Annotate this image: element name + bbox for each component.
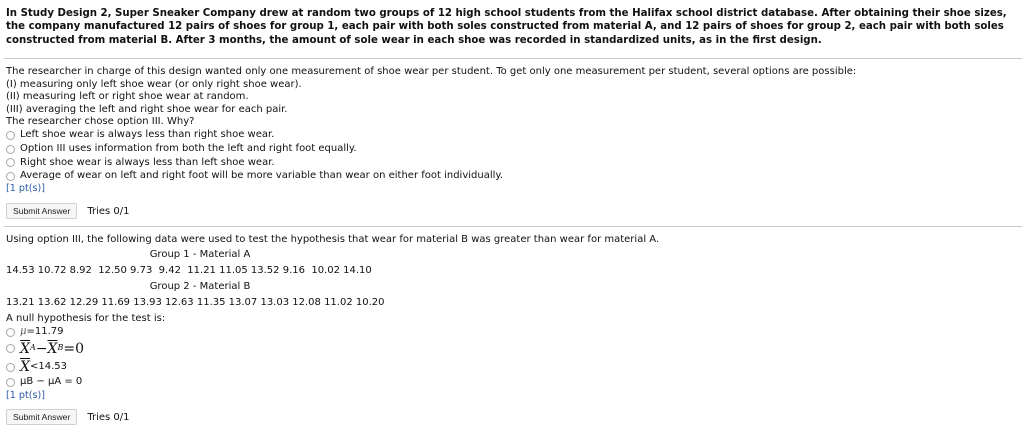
question-2 (6, 234, 1018, 402)
submit-answer-button[interactable]: Submit Answer (6, 203, 77, 219)
divider (4, 58, 1022, 59)
radio-button[interactable] (6, 172, 15, 181)
radio-button[interactable] (6, 378, 15, 387)
group-1-data: 14.53 10.72 8.92 12.50 9.73 9.42 11.21 11.05 13.52 9.16 10.02 14.10 (6, 265, 372, 276)
group-2-data: 13.21 13.62 12.29 11.69 13.93 12.63 11.35 13.07 13.03 12.08 11.02 10.20 (6, 297, 385, 308)
answer-option-label: Left shoe wear is always less than right shoe wear. (20, 129, 275, 141)
answer-option-2[interactable] (6, 143, 1018, 157)
radio-button[interactable] (6, 145, 15, 154)
radio-button[interactable] (6, 131, 15, 140)
minus-sign: − (35, 340, 48, 357)
divider (4, 226, 1022, 227)
submit-answer-button[interactable]: Submit Answer (6, 409, 77, 425)
hypothesis-option-2[interactable] (6, 339, 1018, 359)
hypothesis-option-text: μB − μA = 0 (20, 376, 83, 388)
answer-option-label: Option III uses information from both the left and right foot equally. (20, 143, 357, 155)
hypothesis-option-text: =0 (63, 340, 84, 357)
option-description-iii: (III) averaging the left and right shoe wear for each pair. (6, 103, 288, 115)
answer-option-label: Right shoe wear is always less than left shoe wear. (20, 156, 275, 168)
radio-button[interactable] (6, 363, 15, 372)
radio-button[interactable] (6, 344, 15, 353)
question-1 (6, 66, 1018, 196)
answer-option-1[interactable] (6, 129, 1018, 143)
problem-intro: In Study Design 2, Super Sneaker Company drew at random two groups of 12 high school students from the Halifax school district database. After obtaining their shoe sizes, the company manufactured 12 pairs of shoes for group 1, each pair with both soles constructed from material A, and 12 pairs of shoes for group 2, each pair with both soles constructed from material B. After 3 months, the amount of sole wear in each shoe was recorded in standardized units, as in the first design. (6, 8, 1007, 46)
radio-button[interactable] (6, 158, 15, 167)
x-bar-symbol: $\overline{X}$ (47, 340, 58, 357)
answer-option-label: Average of wear on left and right foot will be more variable than wear on either foot individually. (20, 170, 504, 182)
hypothesis-option-text: <14.53 (29, 360, 67, 372)
points-label: [1 pt(s)] (6, 389, 45, 401)
answer-option-3[interactable] (6, 156, 1018, 170)
group-2-label: Group 2 - Material B (149, 281, 251, 292)
tries-counter: Tries 0/1 (87, 205, 130, 217)
hypothesis-option-3[interactable] (6, 359, 1018, 376)
group-1-label: Group 1 - Material A (149, 249, 251, 260)
question-1-prompt: The researcher in charge of this design wanted only one measurement of shoe wear per student. To get only one measurement per student, several options are possible: (6, 66, 857, 77)
subscript-b: B (57, 343, 64, 353)
question-1-submit-row (6, 203, 130, 219)
hypothesis-option-1[interactable] (6, 326, 1018, 339)
hypothesis-option-text: =11.79 (26, 325, 64, 337)
points-label: [1 pt(s)] (6, 183, 45, 195)
option-description-i: (I) measuring only left shoe wear (or only right shoe wear). (6, 78, 302, 90)
mu-symbol: μ (20, 325, 27, 337)
x-bar-symbol: $\overline{X}$ (20, 340, 30, 357)
option-description-ii: (II) measuring left or right shoe wear at random. (6, 91, 249, 103)
question-2-submit-row (6, 409, 130, 425)
radio-button[interactable] (6, 328, 15, 337)
question-2-prompt: Using option III, the following data were used to test the hypothesis that wear for material B was greater than wear for material A. (6, 234, 660, 245)
answer-option-4[interactable] (6, 170, 1018, 184)
question-1-why: The researcher chose option III. Why? (6, 116, 195, 128)
subscript-a: A (29, 343, 36, 353)
hypothesis-prompt: A null hypothesis for the test is: (6, 313, 166, 324)
x-bar-symbol: $\overline{X}$ (20, 359, 30, 376)
tries-counter: Tries 0/1 (87, 411, 130, 423)
hypothesis-option-4[interactable] (6, 376, 1018, 390)
